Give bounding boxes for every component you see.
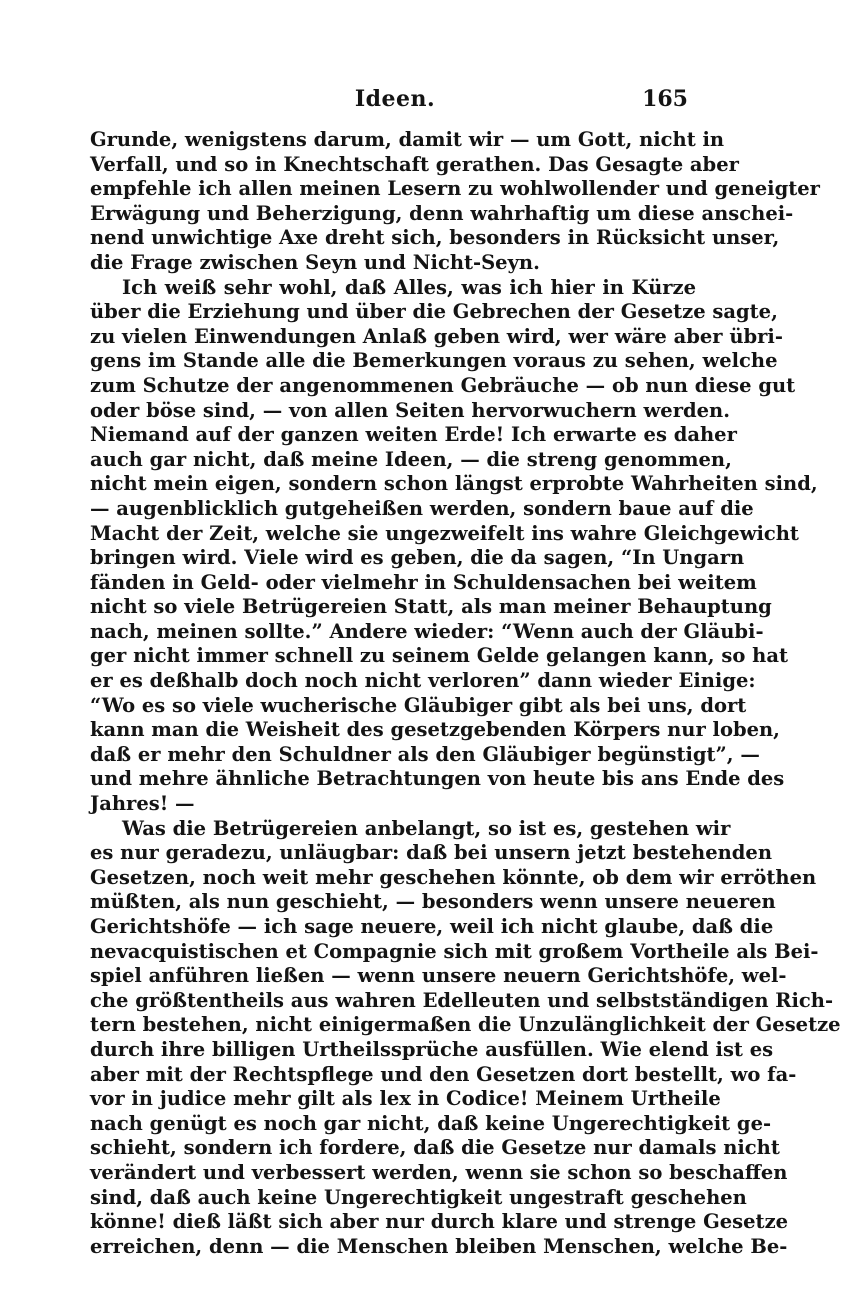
text-line: nach genügt es noch gar nicht, daß keine Ungerechtigkeit ge- <box>90 1111 772 1135</box>
text-line: — augenblicklich gutgeheißen werden, sondern baue auf die <box>90 496 754 520</box>
text-line: nicht mein eigen, sondern schon längst erprobte Wahrheiten sind, <box>90 472 818 496</box>
text-line: vor in judice mehr gilt als lex in Codice! Meinem Urtheile <box>90 1087 721 1111</box>
text-line: empfehle ich allen meinen Lesern zu wohlwollender und geneigter <box>90 177 820 201</box>
text-line: zum Schutze der angenommenen Gebräuche — ob nun diese gut <box>90 373 796 397</box>
text-line: schieht, sondern ich fordere, daß die Gesetze nur damals nicht <box>90 1136 780 1160</box>
text-line: Niemand auf der ganzen weiten Erde! Ich erwarte es daher <box>90 423 737 447</box>
text-line: es nur geradezu, unläugbar: daß bei unsern jetzt bestehenden <box>90 841 772 865</box>
text-line: verändert und verbessert werden, wenn sie schon so beschaffen <box>90 1160 788 1184</box>
text-line: könne! dieß läßt sich aber nur durch klare und strenge Gesetze <box>90 1210 789 1234</box>
body-text <box>90 128 841 1259</box>
text-line: nach, meinen sollte.” Andere wieder: “Wenn auch der Gläubi- <box>90 619 764 643</box>
running-head: Ideen. <box>354 86 436 112</box>
text-line: auch gar nicht, daß meine Ideen, — die streng genommen, <box>90 447 732 471</box>
page-number: 165 <box>642 86 688 112</box>
text-line: Gesetzen, noch weit mehr geschehen könnte, ob dem wir erröthen <box>90 865 817 889</box>
text-line: fänden in Geld- oder vielmehr in Schuldensachen bei weitem <box>90 570 757 594</box>
text-line: daß er mehr den Schuldner als den Gläubiger begünstigt”, — <box>90 742 760 766</box>
text-line: spiel anführen ließen — wenn unsere neuern Gerichtshöfe, wel- <box>90 964 787 988</box>
text-line: nicht so viele Betrügereien Statt, als man meiner Behauptung <box>90 595 772 619</box>
text-line: Was die Betrügereien anbelangt, so ist es, gestehen wir <box>122 816 731 840</box>
text-line: über die Erziehung und über die Gebrechen der Gesetze sagte, <box>90 300 778 324</box>
text-line: Erwägung und Beherzigung, denn wahrhaftig um diese anschei- <box>90 201 794 225</box>
text-line: “Wo es so viele wucherische Gläubiger gibt als bei uns, dort <box>90 693 747 717</box>
text-line: Verfall, und so in Knechtschaft gerathen. Das Gesagte aber <box>90 152 739 176</box>
text-line: erreichen, denn — die Menschen bleiben Menschen, welche Be- <box>90 1234 788 1258</box>
text-line: zu vielen Einwendungen Anlaß geben wird, wer wäre aber übri- <box>90 324 783 348</box>
text-line: oder böse sind, — von allen Seiten hervorwuchern werden. <box>90 398 730 422</box>
text-line: kann man die Weisheit des gesetzgebenden Körpers nur loben, <box>90 718 780 742</box>
text-line: die Frage zwischen Seyn und Nicht-Seyn. <box>90 250 540 274</box>
text-line: sind, daß auch keine Ungerechtigkeit ungestraft geschehen <box>90 1185 747 1209</box>
text-line: müßten, als nun geschieht, — besonders wenn unsere neueren <box>90 890 776 914</box>
text-line: bringen wird. Viele wird es geben, die da sagen, “In Ungarn <box>90 546 745 570</box>
text-line: Jahres! — <box>90 792 195 816</box>
text-line: aber mit der Rechtspflege und den Gesetzen dort bestellt, wo fa- <box>90 1062 797 1086</box>
text-line: nevacquistischen et Compagnie sich mit großem Vortheile als Bei- <box>90 939 819 963</box>
page-header <box>90 86 700 116</box>
text-line: gens im Stande alle die Bemerkungen voraus zu sehen, welche <box>90 349 778 373</box>
text-line: und mehre ähnliche Betrachtungen von heute bis ans Ende des <box>90 767 785 791</box>
text-line: Ich weiß sehr wohl, daß Alles, was ich hier in Kürze <box>122 275 696 299</box>
text-line: durch ihre billigen Urtheilssprüche ausfüllen. Wie elend ist es <box>90 1037 774 1061</box>
text-line: Grunde, wenigstens darum, damit wir — um Gott, nicht in <box>90 128 725 151</box>
text-line: nend unwichtige Axe dreht sich, besonders in Rücksicht unser, <box>90 226 780 250</box>
text-line: ger nicht immer schnell zu seinem Gelde gelangen kann, so hat <box>90 644 788 668</box>
text-line: Gerichtshöfe — ich sage neuere, weil ich nicht glaube, daß die <box>90 915 774 938</box>
text-line: Macht der Zeit, welche sie ungezweifelt ins wahre Gleichgewicht <box>90 521 799 545</box>
text-line: che größtentheils aus wahren Edelleuten und selbstständigen Rich- <box>90 988 834 1012</box>
text-line: tern bestehen, nicht einigermaßen die Unzulänglichkeit der Gesetze <box>90 1013 841 1037</box>
text-line: er es deßhalb doch noch nicht verloren” dann wieder Einige: <box>90 669 756 693</box>
